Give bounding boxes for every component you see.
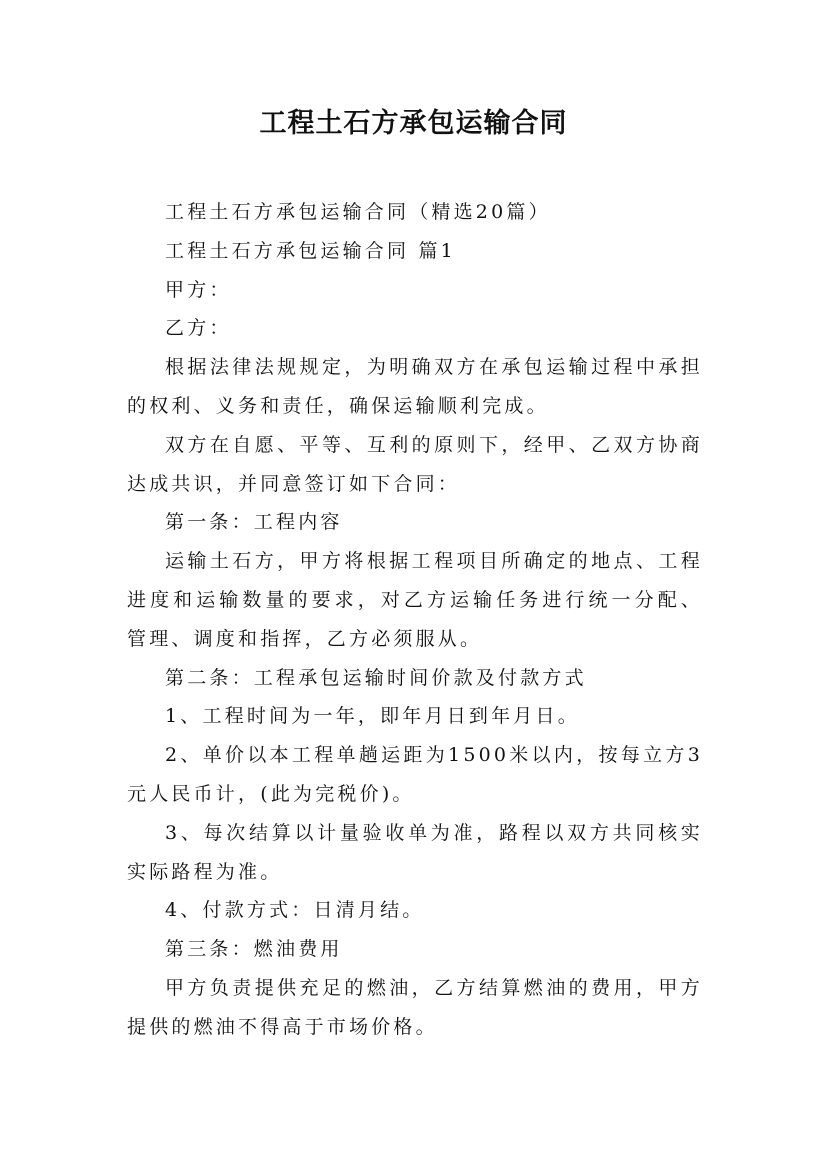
paragraph-article-2-item-3: 3、每次结算以计量验收单为准，路程以双方共同核实实际路程为准。	[127, 821, 703, 883]
paragraph-section-heading: 工程土石方承包运输合同 篇1	[165, 239, 456, 262]
document-body	[127, 193, 703, 1047]
paragraph-party-b: 乙方：	[165, 317, 232, 340]
paragraph-article-2-item-4: 4、付款方式：日清月结。	[165, 899, 425, 922]
paragraph-article-1-body: 运输土石方，甲方将根据工程项目所确定的地点、工程进度和运输数量的要求，对乙方运输任务进行统一分配、管理、调度和指挥，乙方必须服从。	[127, 550, 703, 650]
paragraph-purpose: 根据法律法规规定，为明确双方在承包运输过程中承担的权利、义务和责任，确保运输顺利完成。	[127, 356, 703, 417]
paragraph-article-2-item-2: 2、单价以本工程单趟运距为1500米以内，按每立方3元人民币计，(此为完税价)。	[127, 744, 703, 805]
paragraph-article-2-heading: 第二条：工程承包运输时间价款及付款方式	[165, 666, 587, 689]
paragraph-article-3-body: 甲方负责提供充足的燃油，乙方结算燃油的费用，甲方提供的燃油不得高于市场价格。	[127, 976, 703, 1038]
paragraph-party-a: 甲方：	[165, 278, 232, 301]
paragraph-agreement: 双方在自愿、平等、互利的原则下，经甲、乙双方协商达成共识，并同意签订如下合同：	[127, 433, 703, 495]
paragraph-article-3-heading: 第三条：燃油费用	[165, 938, 343, 961]
document-title: 工程土石方承包运输合同	[259, 108, 568, 139]
paragraph-article-1-heading: 第一条：工程内容	[165, 511, 343, 534]
paragraph-article-2-item-1: 1、工程时间为一年，即年月日到年月日。	[165, 705, 580, 728]
paragraph-collection-title: 工程土石方承包运输合同（精选20篇）	[165, 201, 551, 223]
